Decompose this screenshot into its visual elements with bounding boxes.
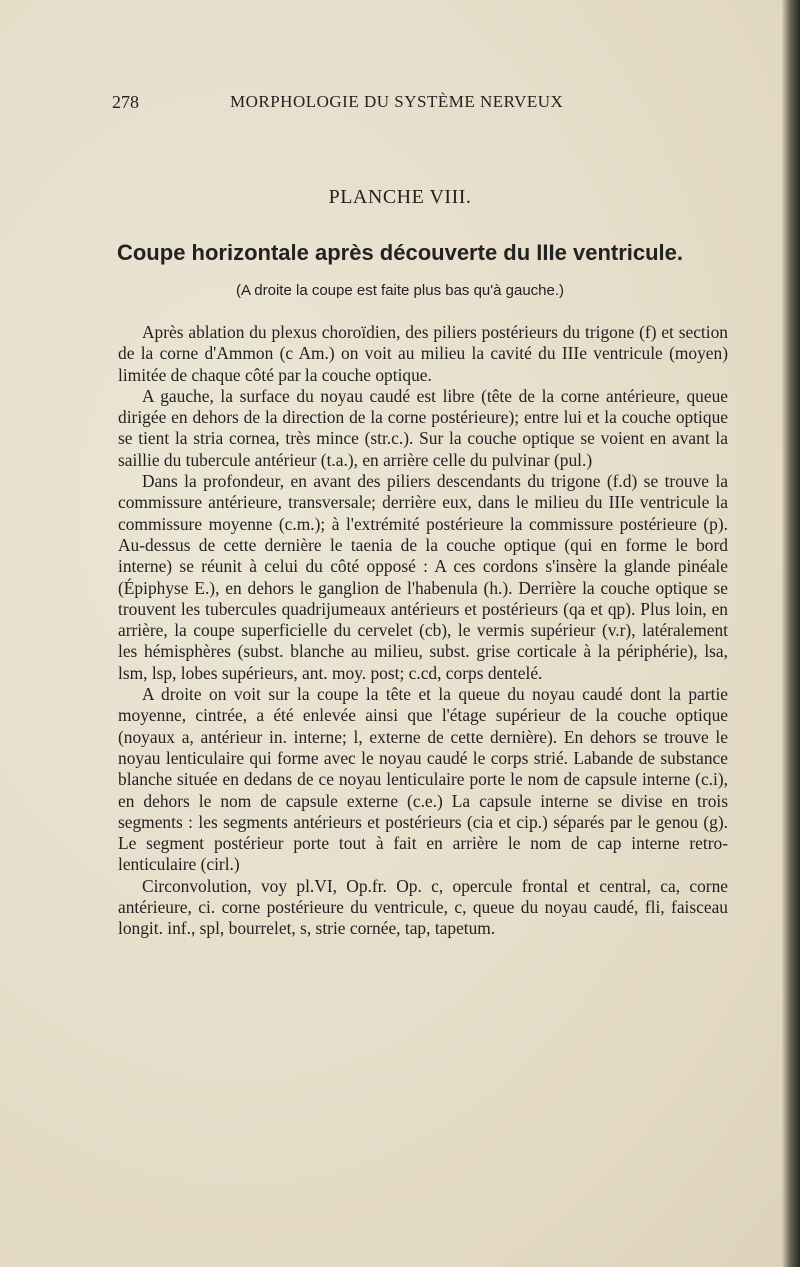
page-header [112, 92, 722, 116]
page-number: 278 [112, 92, 139, 112]
paragraph: Dans la profondeur, en avant des piliers descendants du trigone (f.d) se trouve la commissure antérieure, transversale; derrière eux, dans le milieu du IIIe ventricule la commissure moyenne (c.m.); à l'extrémité postérieure la commissure postérieure (p). Au-dessus de cette dernière le taenia de la couche optique (qui en forme le bord interne) se réunit à celui du côté opposé : A ces cordons s'insère la glande pinéale (Épiphyse E.), en dehors le ganglion de l'habenula (h.). Derrière la couche optique se trouvent les tubercules quadrijumeaux antérieurs et postérieurs (qa et qp). Plus loin, en arrière, la coupe superficielle du cervelet (cb), le vermis supérieur (v.r), latéralement les hémisphères (subst. blanche au milieu, subst. grise corticale à la périphérie), lsa, lsm, lsp, lobes supérieurs, ant. moy. post; c.cd, corps dentelé. [118, 471, 728, 683]
paragraph: Après ablation du plexus choroïdien, des piliers postérieurs du trigone (f) et section de la corne d'Ammon (c Am.) on voit au milieu la cavité du IIIe ventricule (moyen) limitée de chaque côté par la couche optique. [118, 322, 728, 385]
plate-heading: PLANCHE VIII. [328, 186, 472, 208]
paragraph: A gauche, la surface du noyau caudé est libre (tête de la corne antérieure, queue dirigée en dehors de la direction de la corne postérieure); entre lui et la couche optique se tient la stria cornea, très mince (str.c.). Sur la couche optique se voient en avant la saillie du tubercule antérieur (t.a.), en arrière celle du pulvinar (pul.) [118, 385, 728, 470]
paragraph: A droite on voit sur la coupe la tête et la queue du noyau caudé dont la partie moyenne, cintrée, a été enlevée ainsi que l'étage supérieur de la couche optique (noyaux a, antérieur in. interne; l, externe de cette dernière). En dehors se trouve le noyau lenticulaire qui forme avec le noyau caudé le corps strié. Labande de substance blanche située en dedans de ce noyau lenticulaire porte le nom de capsule interne (c.i), en dehors le nom de capsule externe (c.e.) La capsule interne se divise en trois segments : les segments antérieurs et postérieurs (cia et cip.) séparés par le genou (g). Le segment postérieur porte tout à fait en arrière le nom de cap interne retro-lenticulaire (cirl.) [118, 684, 728, 875]
section-subtitle: (A droite la coupe est faite plus bas qu'à gauche.) [235, 282, 565, 299]
section-title: Coupe horizontale après découverte du IIIe ventricule. [116, 240, 684, 265]
running-head: MORPHOLOGIE DU SYSTÈME NERVEUX [230, 92, 564, 111]
paragraph: Circonvolution, voy pl.VI, Op.fr. Op. c, opercule frontal et central, ca, corne antérieure, ci. corne postérieure du ventricule, c, queue du noyau caudé, fli, faisceau longit. inf., spl, bourrelet, s, strie cornée, tap, tapetum. [118, 875, 728, 939]
body-text [118, 322, 728, 940]
